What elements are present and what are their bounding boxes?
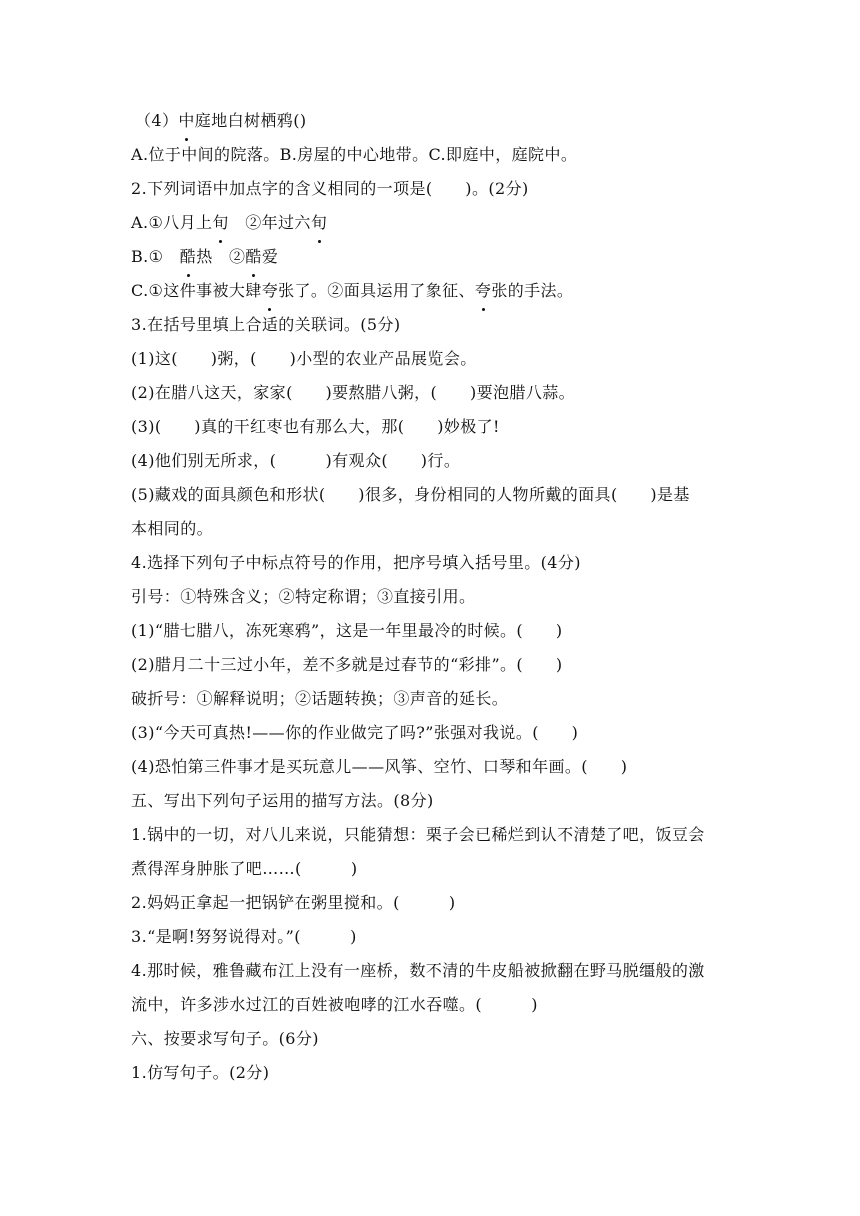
worksheet-page — [131, 104, 741, 1090]
dotted-character: 中 — [178, 104, 194, 138]
section-6-title: 六、按要求写句子。(6分) — [131, 1029, 319, 1048]
dotted-character: 酷 — [245, 240, 261, 274]
question-2-option-b: B.① 酷热 ②酷爱 — [131, 240, 741, 274]
question-3-title: 3.在括号里填上合适的关联词。(5分) — [131, 315, 401, 334]
section-6-item-1: 1.仿写句子。(2分) — [131, 1063, 270, 1082]
question-4-4-options: A.位于中间的院落。B.房屋的中心地带。C.即庭中，庭院中。 — [131, 145, 578, 164]
question-2-option-c: C.①这件事被大肆夸张了。②面具运用了象征、夸张的手法。 — [131, 274, 741, 308]
section-5-title: 五、写出下列句子运用的描写方法。(8分) — [131, 791, 434, 810]
question-2-option-a: A.①八月上旬 ②年过六旬 — [131, 206, 741, 240]
question-4-item-1: (1)“腊七腊八，冻死寒鸦”，这是一年里最冷的时候。( ) — [131, 621, 563, 640]
question-3-item-5-line-2: 本相同的。 — [131, 519, 214, 538]
question-3-item-2: (2)在腊八这天，家家( )要熬腊八粥，( )要泡腊八蒜。 — [131, 383, 576, 402]
question-2-title: 2.下列词语中加点字的含义相同的一项是( )。(2分) — [131, 179, 529, 198]
question-4-item-4: (4)恐怕第三件事才是买玩意儿——风筝、空竹、口琴和年画。( ) — [131, 757, 628, 776]
section-5-item-4-line-1: 4.那时候，雅鲁藏布江上没有一座桥，数不清的牛皮船被掀翻在野马脱缰般的激 — [131, 961, 705, 980]
dotted-character: 旬 — [311, 206, 327, 240]
question-4-item-3: (3)“今天可真热!——你的作业做完了吗?”张强对我说。( ) — [131, 723, 579, 742]
section-5-item-3: 3.“是啊!努努说得对。”( ) — [131, 927, 357, 946]
section-5-item-4-line-2: 流中，许多涉水过江的百姓被咆哮的江水吞噬。( ) — [131, 995, 538, 1014]
dash-legend: 破折号：①解释说明；②话题转换；③声音的延长。 — [131, 689, 509, 708]
quote-mark-legend: 引号：①特殊含义；②特定称谓；③直接引用。 — [131, 587, 476, 606]
section-5-item-2: 2.妈妈正拿起一把锅铲在粥里搅和。( ) — [131, 893, 456, 912]
dotted-character: 夸 — [262, 274, 278, 308]
question-3-item-4: (4)他们别无所求，( )有观众( )行。 — [131, 451, 461, 470]
question-4-4: （4）中庭地白树栖鸦() — [131, 104, 741, 138]
dotted-character: 旬 — [212, 206, 228, 240]
question-4-title: 4.选择下列句子中标点符号的作用，把序号填入括号里。(4分) — [131, 553, 581, 572]
question-3-item-1: (1)这( )粥，( )小型的农业产品展览会。 — [131, 349, 477, 368]
section-5-item-1-line-2: 煮得浑身肿胀了吧……( ) — [131, 859, 358, 878]
question-4-item-2: (2)腊月二十三过小年，差不多就是过春节的“彩排”。( ) — [131, 655, 563, 674]
dotted-character: 夸 — [475, 274, 491, 308]
question-3-item-5-line-1: (5)藏戏的面具颜色和形状( )很多，身份相同的人物所戴的面具( )是基 — [131, 485, 690, 504]
dotted-character: 酷 — [180, 240, 196, 274]
question-3-item-3: (3)( )真的干红枣也有那么大，那( )妙极了! — [131, 417, 500, 436]
section-5-item-1-line-1: 1.锅中的一切，对八儿来说，只能猜想：栗子会已稀烂到认不清楚了吧，饭豆会 — [131, 825, 705, 844]
